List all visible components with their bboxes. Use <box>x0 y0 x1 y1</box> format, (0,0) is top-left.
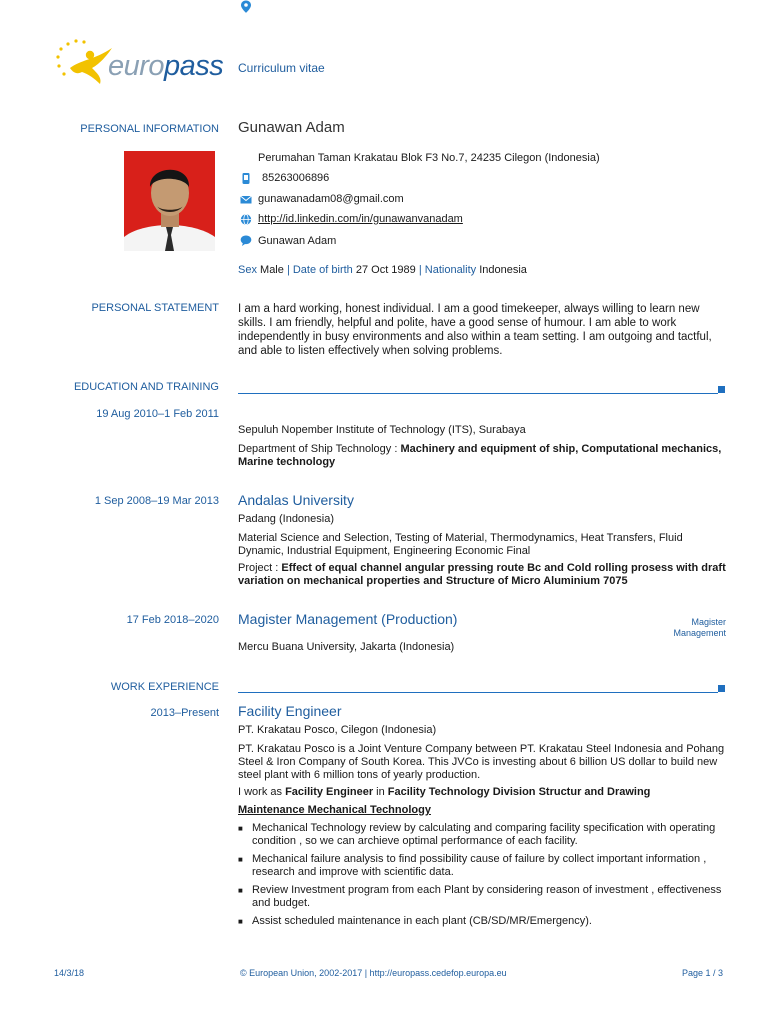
education-project <box>238 562 728 588</box>
department-subjects: Machinery and equipment of ship, Computational mechanics, Marine technology <box>238 443 722 468</box>
personal-statement-text: I am a hard working, honest individual. I am a good timekeeper, always willing to learn new skills. I am friendly, helpful and polite, have a good sense of humour. I am able to work independently in busy environments and also within a team setting. I am outgoing and tactful, and able to listen effectively when solving problems. <box>238 303 712 357</box>
profile-photo <box>124 151 215 251</box>
phone-number: 85263006896 <box>262 172 330 184</box>
footer-date: 14/3/18 <box>54 968 85 978</box>
logo-text-euro: euro <box>108 50 165 82</box>
section-label-education: EDUCATION AND TRAINING <box>73 381 219 393</box>
linkedin-link[interactable]: http://id.linkedin.com/in/gunawanvanadam <box>258 213 463 225</box>
department-prefix: Department of Ship Technology : <box>238 443 401 455</box>
email-address[interactable]: gunawanadam08@gmail.com <box>258 193 404 205</box>
education-subjects: Material Science and Selection, Testing of Material, Thermodynamics, Heat Transfers, Fluid Dynamic, Industrial Equipment, Engineering Economic Final <box>238 532 683 557</box>
education-title: Magister Management (Production) <box>238 611 458 627</box>
role-division: Facility Technology Division Structur and Drawing <box>387 786 651 798</box>
globe-icon <box>240 213 252 226</box>
messenger-name: Gunawan Adam <box>258 235 337 247</box>
section-divider <box>238 692 718 693</box>
education-side-note: Magister Management <box>673 617 726 638</box>
document-title: Curriculum vitae <box>238 61 325 75</box>
job-title: Facility Engineer <box>238 703 342 719</box>
education-date: 17 Feb 2018–2020 <box>126 614 219 626</box>
work-subheading <box>238 804 728 817</box>
phone-icon <box>240 172 252 185</box>
email-icon <box>240 193 252 206</box>
list-item: ■ Mechanical Technology review by calculating and comparing facility specification with operating condition , so we can archieve optimal performance of each facility. <box>238 822 728 848</box>
section-label-personal-information: PERSONAL INFORMATION <box>80 123 219 135</box>
separator: | <box>286 264 290 276</box>
section-label-work-experience: WORK EXPERIENCE <box>110 681 219 693</box>
footer-copyright[interactable]: © European Union, 2002-2017 | http://europass.cedefop.europa.eu <box>240 968 507 978</box>
logo-text-pass: pass <box>164 50 224 82</box>
sex-label: Sex <box>238 264 257 276</box>
role-text: in <box>373 786 388 798</box>
section-divider-marker <box>718 685 725 692</box>
chat-bubble-icon <box>240 234 252 247</box>
education-title: Andalas University <box>238 492 354 508</box>
job-role <box>238 786 728 799</box>
employer: PT. Krakatau Posco, Cilegon (Indonesia) <box>238 724 437 736</box>
education-place: Mercu Buana University, Jakarta (Indonesia) <box>238 641 455 653</box>
project-title: Effect of equal channel angular pressing route Bc and Cold rolling prosess with draft variation on mechanical properties and Structure of Micro Aluminium 7075 <box>238 562 726 587</box>
education-organisation: Sepuluh Nopember Institute of Technology (ITS), Surabaya <box>238 424 526 436</box>
employer-description: PT. Krakatau Posco is a Joint Venture Company between PT. Krakatau Steel Indonesia and Pohang Steel & Iron Company of South Korea. This JVCo is investing about 6 billion US dollar to build new steel plant with 6 million tons of yearly production. <box>238 743 725 781</box>
role-text: I work as <box>238 786 286 798</box>
address-text: Perumahan Taman Krakatau Blok F3 No.7, 24235 Cilegon (Indonesia) <box>258 152 600 164</box>
section-divider <box>238 393 718 394</box>
dob-label: Date of birth <box>292 264 353 276</box>
education-date: 1 Sep 2008–19 Mar 2013 <box>94 495 219 507</box>
education-date: 19 Aug 2010–1 Feb 2011 <box>96 408 219 420</box>
location-pin-icon <box>240 0 252 13</box>
work-date: 2013–Present <box>150 707 219 719</box>
education-place: Padang (Indonesia) <box>238 513 335 525</box>
role-position: Facility Engineer <box>285 786 374 798</box>
dob-value: 27 Oct 1989 <box>355 264 416 276</box>
subheading-text: Maintenance Mechanical Technology <box>238 804 431 816</box>
candidate-name: Gunawan Adam <box>238 119 345 136</box>
europass-logo <box>52 38 224 90</box>
list-item: ■ Assist scheduled maintenance in each plant (CB/SD/MR/Emergency). <box>238 915 728 928</box>
separator: | <box>418 264 422 276</box>
list-item: ■ Mechanical failure analysis to find possibility cause of failure by collect important information , research and improve with scientific data. <box>238 853 728 879</box>
responsibilities-list <box>238 822 728 933</box>
nationality-label: Nationality <box>424 264 477 276</box>
footer-page-number: Page 1 / 3 <box>681 968 723 978</box>
sex-value: Male <box>260 264 284 276</box>
project-prefix: Project : <box>238 562 282 574</box>
education-department <box>238 443 728 469</box>
section-label-personal-statement: PERSONAL STATEMENT <box>91 302 219 314</box>
list-item: ■ Review Investment program from each Plant by considering reason of investment , effectiveness and budget. <box>238 884 728 910</box>
nationality-value: Indonesia <box>479 264 527 276</box>
section-divider-marker <box>718 386 725 393</box>
personal-details-line <box>238 264 527 276</box>
